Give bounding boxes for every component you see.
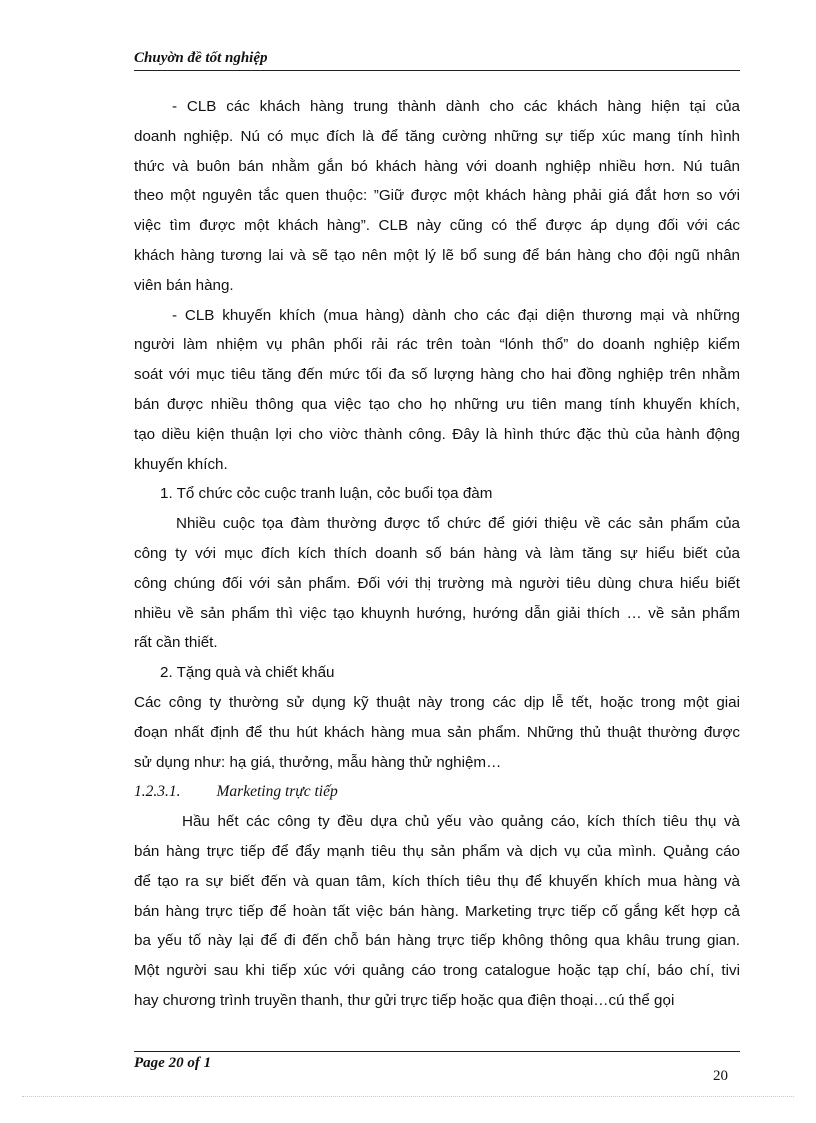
text-line: rất cần thiết. [134, 634, 218, 652]
text-line: viên bán hàng. [134, 276, 234, 294]
text-line: theo một nguyên tắc quen thuộc: ”Giữ được một khách hàng phải giá đắt hơn so với [134, 187, 740, 205]
text-line: khách hàng tương lai và sẽ tạo nên một lý lẽ bổ sung để bán hàng cho đội ngũ nhân [134, 246, 740, 264]
text-line: công ty với mục đích kích thích doanh số bán hàng và làm tăng sự hiểu biết của [134, 544, 740, 562]
text-line: hay chương trình truyền thanh, thư gửi trực tiếp hoặc qua điện thoại…cú thể gọi [134, 991, 675, 1009]
numbered-heading: 2. Tặng quà và chiết khấu [160, 664, 335, 682]
text-line: để tạo ra sự biết đến và quan tâm, kích thích tiêu thụ để khuyến khích mua hàng và [134, 872, 740, 890]
text-line: sử dụng như: hạ giá, thưởng, mẫu hàng thử nghiệm… [134, 753, 502, 771]
section-heading [134, 777, 740, 807]
text-line: Một người sau khi tiếp xúc với quảng cáo trong catalogue hoặc tạp chí, báo chí, tivi [134, 962, 740, 980]
text-line: Các công ty thường sử dụng kỹ thuật này trong các dịp lễ tết, hoặc trong một giai [134, 693, 740, 711]
text-line: soát với mục tiêu tăng đến mức tối đa số lượng hàng cho hai đồng nghiệp trên nhằm [134, 366, 740, 384]
text-line: thức và buôn bán nhằm gắn bó khách hàng với doanh nghiệp nhiều hơn. Nú tuân [134, 157, 740, 175]
text-line: công chúng đối với sản phẩm. Đối với thị trường mà người tiêu dùng chưa hiểu biết [134, 574, 740, 592]
text-line: Hầu hết các công ty đều dựa chủ yếu vào quảng cáo, kích thích tiêu thụ và [182, 813, 740, 831]
header-title: Chuyờn đề tốt nghiệp [134, 50, 268, 66]
section-title: Marketing trực tiếp [216, 783, 338, 801]
text-line: bán hàng trực tiếp để hoàn tất việc bán hàng. Marketing trực tiếp cố gắng kết hợp cả [134, 902, 740, 920]
section-number: 1.2.3.1. [134, 783, 181, 801]
footer-rule [134, 1051, 740, 1052]
text-line: doanh nghiệp. Nú có mục đích là để tăng cường những sự tiếp xúc mang tính hình [134, 127, 740, 145]
page-bottom-divider [22, 1096, 794, 1097]
text-line: - CLB các khách hàng trung thành dành cho các khách hàng hiện tại của [172, 98, 740, 115]
page-number: 20 [713, 1068, 728, 1084]
footer-page-label: Page 20 of 1 [134, 1055, 212, 1071]
text-line: bán được nhiều thông qua việc tạo cho họ những ưu tiên mang tính khuyến khích, [134, 395, 740, 413]
text-line: người làm nhiệm vụ phân phối rải rác trên toàn “lónh thổ” do doanh nghiệp kiểm [134, 336, 740, 354]
text-line: việc tìm được một khách hàng”. CLB này cũng có thể được áp dụng đối với các [134, 217, 740, 235]
document-body [134, 92, 740, 1016]
text-line: tạo diều kiện thuận lợi cho viờc thành công. Đây là hình thức đặc thù của hành động [134, 425, 740, 443]
text-line: đoạn nhất định để thu hút khách hàng mua sản phẩm. Những thủ thuật thường được [134, 723, 740, 741]
text-line: Nhiều cuộc tọa đàm thường được tổ chức để giới thiệu về các sản phẩm của [176, 515, 740, 533]
text-line: ba yếu tố này lại để đi đến chỗ bán hàng trực tiếp không thông qua khâu trung gian. [134, 932, 740, 950]
text-line: - CLB khuyến khích (mua hàng) dành cho các đại diện thương mại và những [172, 306, 740, 324]
header-rule [134, 70, 740, 71]
text-line: nhiều về sản phẩm thì việc tạo khuynh hướng, hướng dẫn giải thích … về sản phẩm [134, 604, 740, 622]
numbered-heading: 1. Tổ chức cỏc cuộc tranh luận, cỏc buổi tọa đàm [160, 485, 493, 503]
text-line: khuyến khích. [134, 455, 228, 473]
page-header [134, 48, 740, 68]
text-line: bán hàng trực tiếp để đẩy mạnh tiêu thụ sản phẩm và dịch vụ của mình. Quảng cáo [134, 842, 740, 860]
